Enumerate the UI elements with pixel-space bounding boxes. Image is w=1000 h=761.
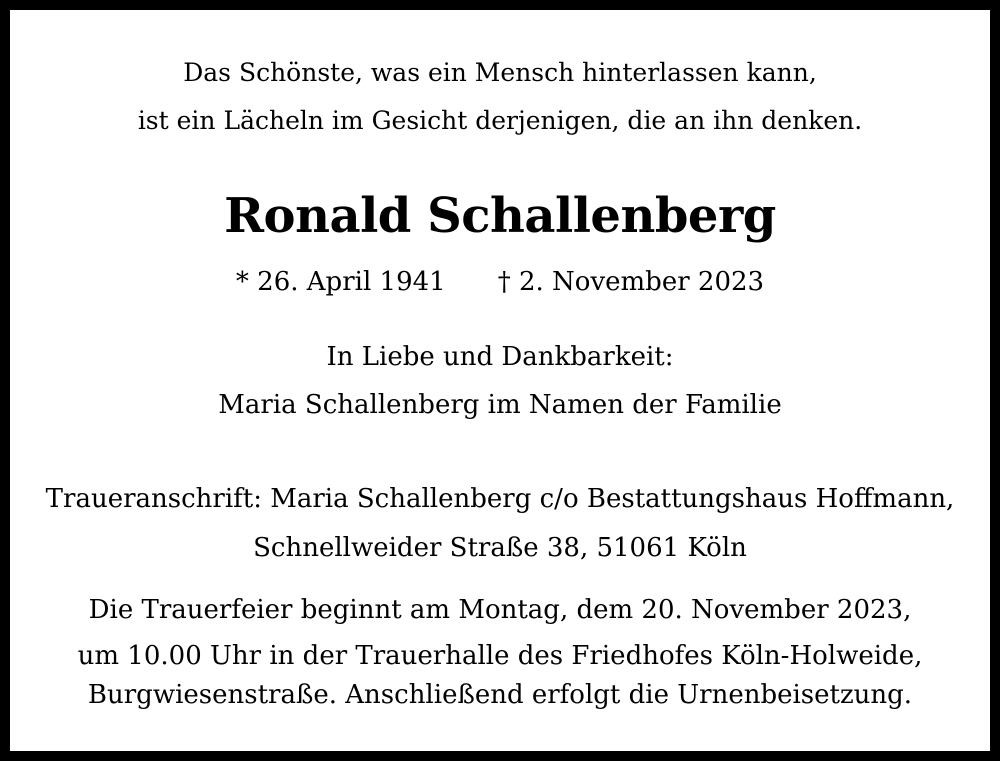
service-line-1: Die Trauerfeier beginnt am Montag, dem 20. November 2023,	[88, 595, 912, 625]
service-line-3: Burgwiesenstraße. Anschließend erfolgt die Urnenbeisetzung.	[87, 680, 913, 710]
deceased-name: Ronald Schallenberg	[224, 188, 776, 244]
address-line-2: Schnellweider Straße 38, 51061 Köln	[253, 533, 747, 563]
address-line-1: Traueranschrift: Maria Schallenberg c/o Bestattungshaus Hoffmann,	[45, 484, 955, 514]
life-dates	[10, 266, 990, 298]
motto-line-1: Das Schönste, was ein Mensch hinterlassen kann,	[183, 58, 817, 87]
birth-date: * 26. April 1941	[235, 267, 446, 297]
mourners-line-1: In Liebe und Dankbarkeit:	[326, 342, 674, 372]
motto-line-2: ist ein Lächeln im Gesicht derjenigen, die an ihn denken.	[137, 106, 863, 135]
mourners-line-2: Maria Schallenberg im Namen der Familie	[218, 390, 782, 420]
death-date: † 2. November 2023	[497, 267, 765, 297]
service-line-2: um 10.00 Uhr in der Trauerhalle des Friedhofes Köln-Holweide,	[77, 641, 923, 671]
